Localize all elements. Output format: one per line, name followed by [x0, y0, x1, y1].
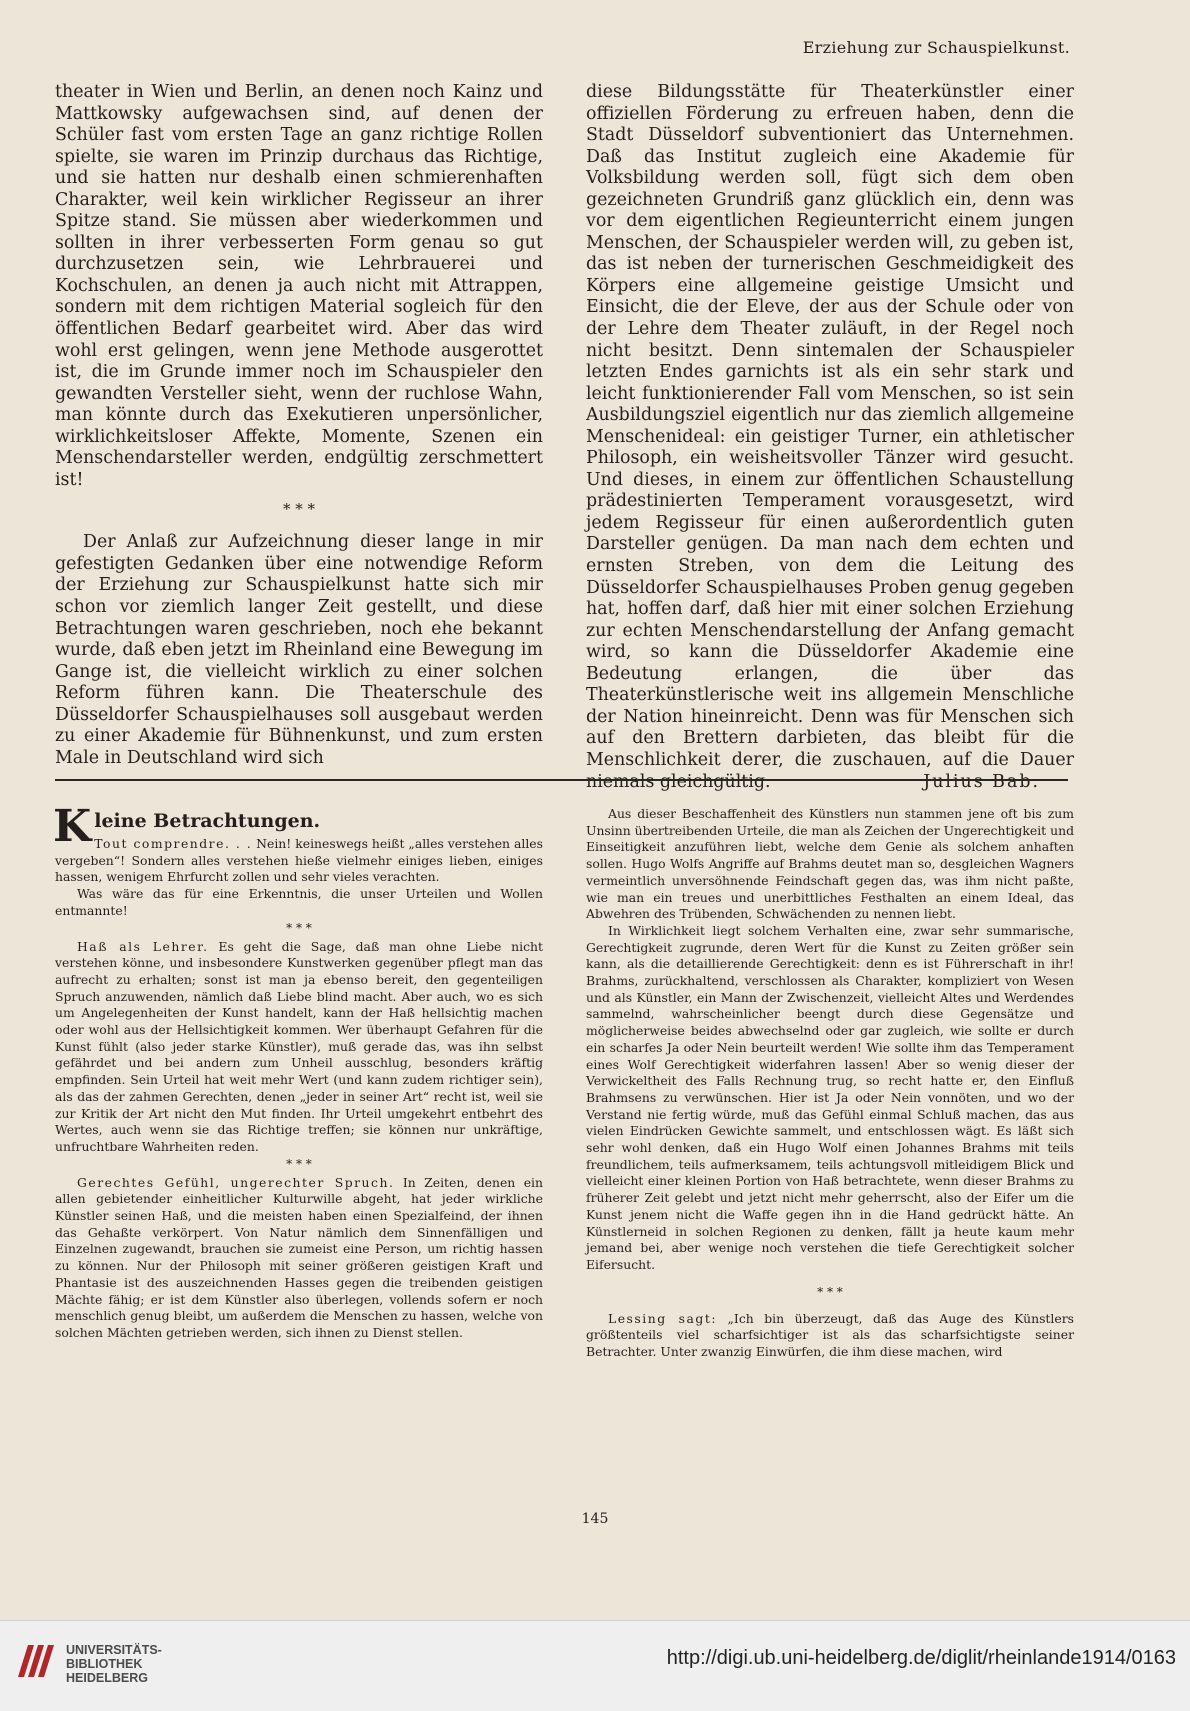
paragraph: Tout comprendre. . . Nein! keineswegs heißt „alles verstehen alles vergeben“! Sondern alles verstehen hieße vielmehr einiges lieben, einiges hassen, wenigem Ehrfurcht zollen und sehr vieles verachten.	[55, 836, 543, 885]
paragraph: Gerechtes Gefühl, ungerechter Spruch. In Zeiten, denen ein allen gebietender einheitlicher Kulturwille abgeht, hat jeder wirkliche Künstler seinen Haß, und die meisten haben einen Spezialfeind, der ihnen das Gehaßte verkörpert. Von Natur nämlich dem Sinnenfälligen und Einzelnen zugewandt, brauchen sie zumeist eine Person, um richtig hassen zu können. Nur der Philosoph mit seiner größeren geistigen Kraft und Phantasie ist des auszeichnenden Hasses gegen die treibenden geistigen Mächte fähig; er ist dem Künstler also überlegen, vollends sofern er noch menschlich genug bleibt, um außerdem die Menschen zu hassen, welche von solchen Mächten getrieben werden, sich ihnen zu Dienst stellen.	[55, 1174, 543, 1340]
permalink-url[interactable]: http://digi.ub.uni-heidelberg.de/diglit/rheinlande1914/0163	[666, 1647, 1176, 1669]
paragraph: theater in Wien und Berlin, an denen noch Kainz und Mattkowsky aufgewachsen sind, auf denen der Schüler fast vom ersten Tage an ganz richtige Rollen spielte, sie waren im Prinzip durchaus das Richtige, und sie hatten nur deshalb einen schmierenhaften Charakter, weil kein wirklicher Regisseur an ihrer Spitze stand. Sie müssen aber wiederkommen und sollten in ihrer verbesserten Form genau so gut durchzusetzen sein, wie Lehrbrauerei und Kochschulen, an denen ja auch nicht mit Attrappen, sondern mit dem richtigen Material sogleich für den öffentlichen Bedarf gearbeitet wird. Aber das wird wohl erst gelingen, wenn jene Methode ausgerottet ist, die im Grunde immer noch im Schauspieler den gewandten Versteller sieht, wenn der ruchlose Wahn, man könnte durch das Exekutieren unpersönlicher, wirklichkeitsloser Affekte, Momente, Szenen ein Menschendarsteller werden, endgültig zerschmettert ist!	[55, 82, 543, 490]
paragraph: In Wirklichkeit liegt solchem Verhalten eine, zwar sehr summarische, Gerechtigkeit zugrunde, deren Wert für die Kunst zu Zeiten größer sein kann, als die detaillierende Gerechtigkeit: denn es ist Führerschaft in ihr! Brahms, zurückhaltend, verschlossen als Charakter, kompliziert von Wesen und als Künstler, ein Mann der Zwischenzeit, vielleicht Altes und Werdendes sammelnd, wahrscheinlicher beengt durch diese Gegensätze und möglicherweise beides abwechselnd oder gar zugleich, wie sollte er durch ein scharfes Ja oder Nein beurteilt werden! Wie sollte ihm das Temperament eines Wolf Gerechtigkeit widerfahren lassen! Aber so wenig dieser der Verwickeltheit des Falls Rechnung trug, so recht hatte er, den Einfluß Brahmsens zu verwünschen. Hier ist Ja oder Nein vonnöten, und wo der Verstand nie fertig würde, muß das Gefühl einmal Schluß machen, das aus vielen Eindrücken Gewichte sammelt, und entschlossen wägt. Es läßt sich sehr wohl denken, daß ein Hugo Wolf einen Johannes Brahms mit teils freundlichem, teils aufmerksamem, teils achtungsvoll mitleidigem Blick und vielleicht einer kleinen Portion von Haß betrachtete, wenn dieser Brahms zu früherer Zeit gelebt und jetzt nicht mehr geherrscht, also der Eifer um die Kunst jenem nicht die Waffe gegen ihn in die Hand gedrückt hätte. An Künstlerneid in solchen Regionen zu denken, fällt ja heute kaum mehr jemand bei, aber wenige noch verstehen die tiefe Gerechtigkeit solcher Eifersucht.	[586, 922, 1074, 1272]
author-signature: Julius Bab.	[923, 771, 1040, 792]
column-right-bottom	[586, 806, 1074, 1361]
paragraph: diese Bildungsstätte für Theaterkünstler einer offiziellen Förderung zu erfreuen haben, denn die Stadt Düsseldorf subventioniert das Unternehmen. Daß das Institut zugleich eine Akademie für Volksbildung werden soll, fügt sich dem oben gezeichneten Grundriß ganz glücklich ein, denn was vor dem eigentlichen Regieunterricht einem jungen Menschen, der Schauspieler werden will, zu geben ist, das ist neben der turnerischen Geschmeidigkeit des Körpers eine allgemeine geistige Umsicht und Einsicht, die der Eleve, der aus der Schule oder von der Lehre dem Theater zuläuft, in der Regel noch nicht besitzt. Denn sintemalen der Schauspieler letzten Endes garnichts ist als ein sehr stark und leicht funktionierender Fall vom Menschen, so ist sein Ausbildungsziel eigentlich nur das ziemlich allgemeine Menschenideal: ein geistiger Turner, ein athletischer Philosoph, ein weisheitsvoller Tänzer wird gesucht. Und dieses, in einem zur öffentlichen Schaustellung prädestinierten Temperament vorausgesetzt, wird jedem Regisseur für einen außerordentlich guten Darsteller genügen. Da man nach dem echten und ernsten Streben, von dem die Leitung des Düsseldorfer Schauspielhauses Proben genug gegeben hat, hoffen darf, daß hier mit einer solchen Erziehung zur echten Menschendarstellung der Anfang gemacht wird, so kann die Düsseldorfer Akademie eine Bedeutung erlangen, die über das Theaterkünstlerische weit ins allgemein Menschliche der Nation hineinreicht. Denn was für Menschen sich auf den Brettern darbieten, das bleibt für die Menschlichkeit derer, die zuschauen, auf die Dauer niemals gleichgültig. Julius Bab.	[586, 82, 1074, 792]
section-divider: * * *	[817, 1284, 843, 1299]
viewer-footer	[0, 1620, 1190, 1711]
university-logo-icon	[14, 1637, 60, 1683]
section-title: Kleine Betrachtungen.	[53, 801, 321, 852]
decorated-initial: K	[53, 801, 92, 852]
institution-name: UNIVERSITÄTS- BIBLIOTHEK HEIDELBERG	[66, 1643, 162, 1685]
page-number: 145	[581, 1511, 609, 1527]
column-right-top	[586, 82, 1074, 793]
paragraph: Haß als Lehrer. Es geht die Sage, daß man ohne Liebe nicht verstehen könne, und insbesondere Kunstwerken gegenüber pflegt man das aufrecht zu erhalten; sonst ist man ja ebenso bereit, den gegenteiligen Spruch anzuwenden, nämlich daß Liebe blind macht. Aber auch, wo es sich um Angelegenheiten der Kunst handelt, kann der Haß hellsichtig machen oder wohl aus der Hellsichtigkeit kommen. Wer überhaupt Gefahren für die Kunst fühlt (also jeder starke Künstler), muß gerade das, was ihn selbst gefährdet und bei andern zum Unheil ausschlug, besonders kräftig empfinden. Sein Urteil hat weit mehr Wert (und kann zudem richtiger sein), als das der zahmen Gerechten, denen „jeder in seiner Art“ recht ist, weil sie zur Kritik der Art nicht den Mut finden. Ihr Urteil umgekehrt entbehrt des Wertes, auch wenn sie das Richtige treffen; sie können nur unkräftige, unfruchtbare Wahrheiten reden.	[55, 938, 543, 1154]
section-divider: * * *	[282, 500, 316, 519]
paragraph: Aus dieser Beschaffenheit des Künstlers nun stammen jene oft bis zum Unsinn übertreibenden Urteile, die man als Zeichen der Ungerechtigkeit und Einseitigkeit anzuführen liebt, welche dem Genie als solchem anhaften sollen. Hugo Wolfs Angriffe auf Brahms deutet man so, desgleichen Wagners vermeintlich unversöhnende Feindschaft gegen das, was ihm nicht paßte, wie man ein treues und unerbittliches Festhalten an einem Ideal, das Abwehren des Trübenden, Schwächenden zu nennen liebt.	[586, 806, 1074, 922]
column-left-bottom	[53, 801, 543, 1342]
column-left-top	[55, 82, 543, 769]
paragraph: Der Anlaß zur Aufzeichnung dieser lange in mir gefestigten Gedanken über eine notwendige Reform der Erziehung zur Schauspielkunst hatte sich mir schon vor ziemlich langer Zeit gestellt, und diese Betrachtungen waren geschrieben, noch ehe bekannt wurde, daß eben jetzt im Rheinland eine Bewegung im Gange ist, die vielleicht wirklich zu einer solchen Reform führen kann. Die Theaterschule des Düsseldorfer Schauspielhauses soll ausgebaut werden zu einer Akademie für Bühnenkunst, und zum ersten Male in Deutschland wird sich	[55, 532, 543, 768]
paragraph: Lessing sagt: „Ich bin überzeugt, daß das Auge des Künstlers größtenteils viel scharfsichtiger ist als das scharfsichtigste seiner Betrachter. Unter zwanzig Einwürfen, die ihm diese machen, wird	[586, 1310, 1074, 1360]
section-divider: * * *	[286, 920, 312, 935]
running-header: Erziehung zur Schauspielkunst.	[802, 38, 1070, 57]
horizontal-rule	[55, 779, 1068, 781]
section-divider: * * *	[286, 1156, 312, 1171]
paragraph: Was wäre das für eine Erkenntnis, die unser Urteilen und Wollen entmannte!	[55, 886, 543, 918]
